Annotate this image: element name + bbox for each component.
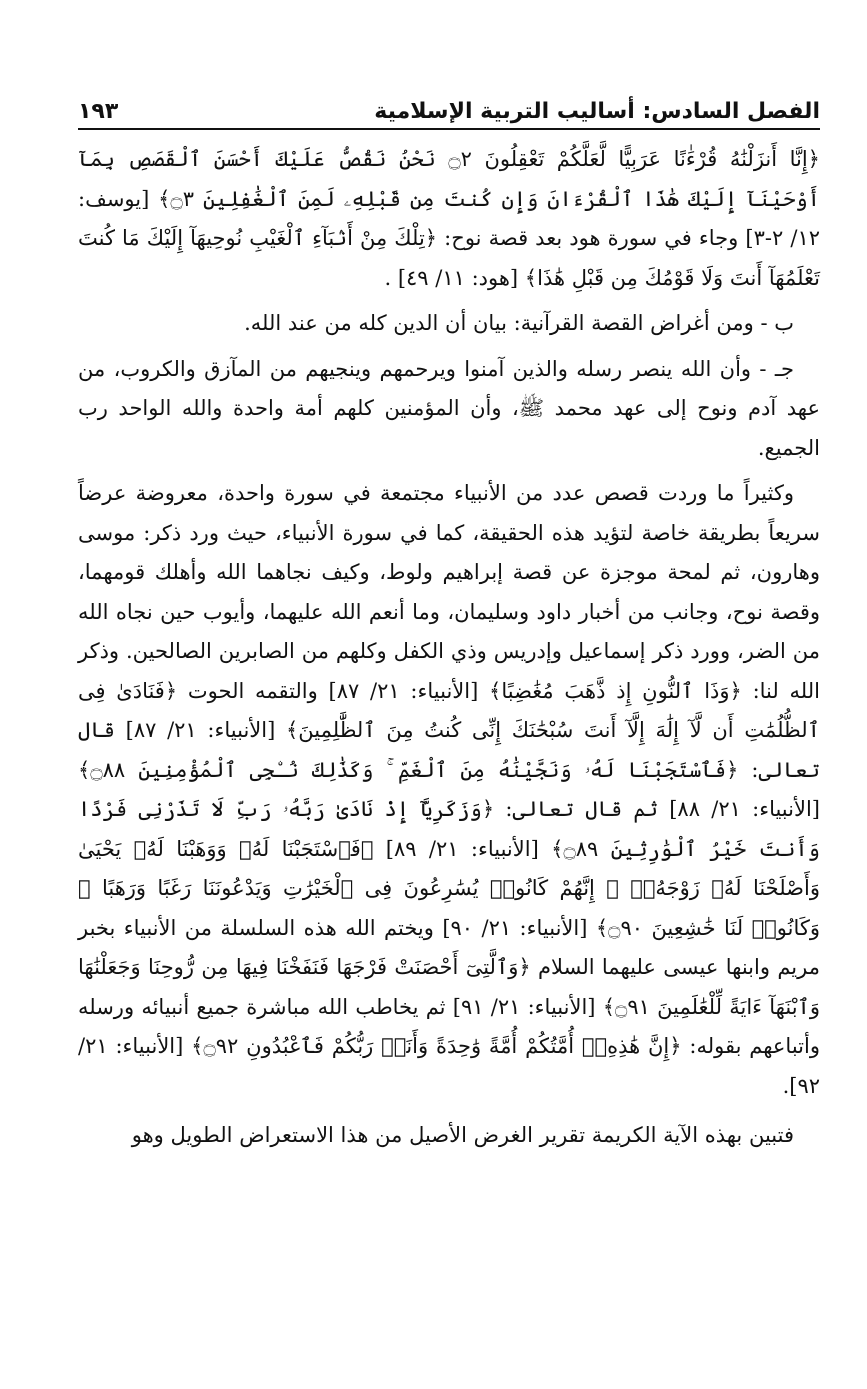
paragraph-conclusion: فتبين بهذه الآية الكريمة تقرير الغرض الأصيل من هذا الاستعراض الطويل وهو [131, 1123, 794, 1147]
chapter-title: الفصل السادس: أساليب التربية الإسلامية [374, 99, 820, 124]
page-number: ١٩٣ [78, 99, 119, 124]
paragraph-quran-yusuf-hud: ﴿إِنَّا أَنزَلْنَٰهُ قُرْءَٰنًا عَرَبِيًّا لَّعَلَّكُمْ تَعْقِلُونَ ۝٢ نَحْنُ نَقُصُّ عَلَيْكَ أَحْسَنَ ٱلْقَصَصِ بِمَآ أَوْحَيْنَآ إِلَيْكَ هَٰذَا ٱلْقُرْءَانَ وَإِن كُنتَ مِن قَبْلِهِۦ لَمِنَ ٱلْغَٰفِلِينَ ۝٣﴾ [يوسف: ١٢/ ٢-٣] وجاء في سورة هود بعد قصة نوح: ﴿تِلْكَ مِنْ أَنۢبَآءِ ٱلْغَيْبِ نُوحِيهَآ إِلَيْكَ مَا كُنتَ تَعْلَمُهَآ أَنتَ وَلَا قَوْمُكَ مِن قَبْلِ هَٰذَا﴾ [هود: ١١/ ٤٩] . [78, 147, 820, 290]
paragraph-point-b: ب - ومن أغراض القصة القرآنية: بيان أن الدين كله من عند الله. [244, 311, 794, 335]
paragraph-prophets-stories: وكثيراً ما وردت قصص عدد من الأنبياء مجتمعة في سورة واحدة، معروضة عرضاً سريعاً بطريقة خاصة لتؤيد هذه الحقيقة، كما في سورة الأنبياء، حيث ورد ذكر: موسى وهارون، ثم لمحة موجزة عن قصة إبراهيم ولوط، وكيف نجاهما الله وأهلك قومهما، وقصة نوح، وجانب من أخبار داود وسليمان، وما أنعم الله عليهما، وأيوب حين نجاه الله من الضر، وورد ذكر إسماعيل وإدريس وذي الكفل وكلهم من الصابرين الصالحين. وذكر الله لنا: ﴿وَذَا ٱلنُّونِ إِذ ذَّهَبَ مُغَٰضِبًا﴾ [الأنبياء: ٢١/ ٨٧] والتقمه الحوت ﴿فَنَادَىٰ فِى ٱلظُّلُمَٰتِ أَن لَّآ إِلَٰهَ إِلَّآ أَنتَ سُبْحَٰنَكَ إِنِّى كُنتُ مِنَ ٱلظَّٰلِمِينَ﴾ [الأنبياء: ٢١/ ٨٧] قال تعالى: ﴿فَٱسْتَجَبْنَا لَهُۥ وَنَجَّيْنَٰهُ مِنَ ٱلْغَمِّ ۚ وَكَذَٰلِكَ نُـۨجِى ٱلْمُؤْمِنِينَ ۝٨٨﴾ [الأنبياء: ٢١/ ٨٨] ثم قال تعالى: ﴿وَزَكَرِيَّآ إِذْ نَادَىٰ رَبَّهُۥ رَبِّ لَا تَذَرْنِى فَرْدًا وَأَنتَ خَيْرُ ٱلْوَٰرِثِينَ ۝٨٩﴾ [الأنبياء: ٢١/ ٨٩] ﴿فَٱسْتَجَبْنَا لَهُۥ وَوَهَبْنَا لَهُۥ يَحْيَىٰ وَأَصْلَحْنَا لَهُۥ زَوْجَهُۥٓ ۚ إِنَّهُمْ كَانُوا۟ يُسَٰرِعُونَ فِى ٱلْخَيْرَٰتِ وَيَدْعُونَنَا رَغَبًا وَرَهَبًا ۖ وَكَانُوا۟ لَنَا خَٰشِعِينَ ۝٩٠﴾ [الأنبياء: ٢١/ ٩٠] ويختم الله هذه السلسلة من الأنبياء بخبر مريم وابنها عيسى عليهما السلام ﴿وَٱلَّتِىٓ أَحْصَنَتْ فَرْجَهَا فَنَفَخْنَا فِيهَا مِن رُّوحِنَا وَجَعَلْنَٰهَا وَٱبْنَهَآ ءَايَةً لِّلْعَٰلَمِينَ ۝٩١﴾ [الأنبياء: ٢١/ ٩١] ثم يخاطب الله مباشرة جميع أنبيائه ورسله وأتباعهم بقوله: ﴿إِنَّ هَٰذِهِۦٓ أُمَّتُكُمْ أُمَّةً وَٰحِدَةً وَأَنَا۠ رَبُّكُمْ فَٱعْبُدُونِ ۝٩٢﴾ [الأنبياء: ٢١/ ٩٢]. [78, 481, 821, 1098]
paragraph-point-jim: جـ - وأن الله ينصر رسله والذين آمنوا ويرحمهم وينجيهم من المآزق والكروب، من عهد آدم ونوح إلى عهد محمد ﷺ، وأن المؤمنين كلهم أمة واحدة والله الواحد رب الجميع. [78, 356, 820, 460]
body-text [78, 140, 820, 1156]
book-page [78, 84, 820, 1162]
running-header [78, 84, 820, 130]
